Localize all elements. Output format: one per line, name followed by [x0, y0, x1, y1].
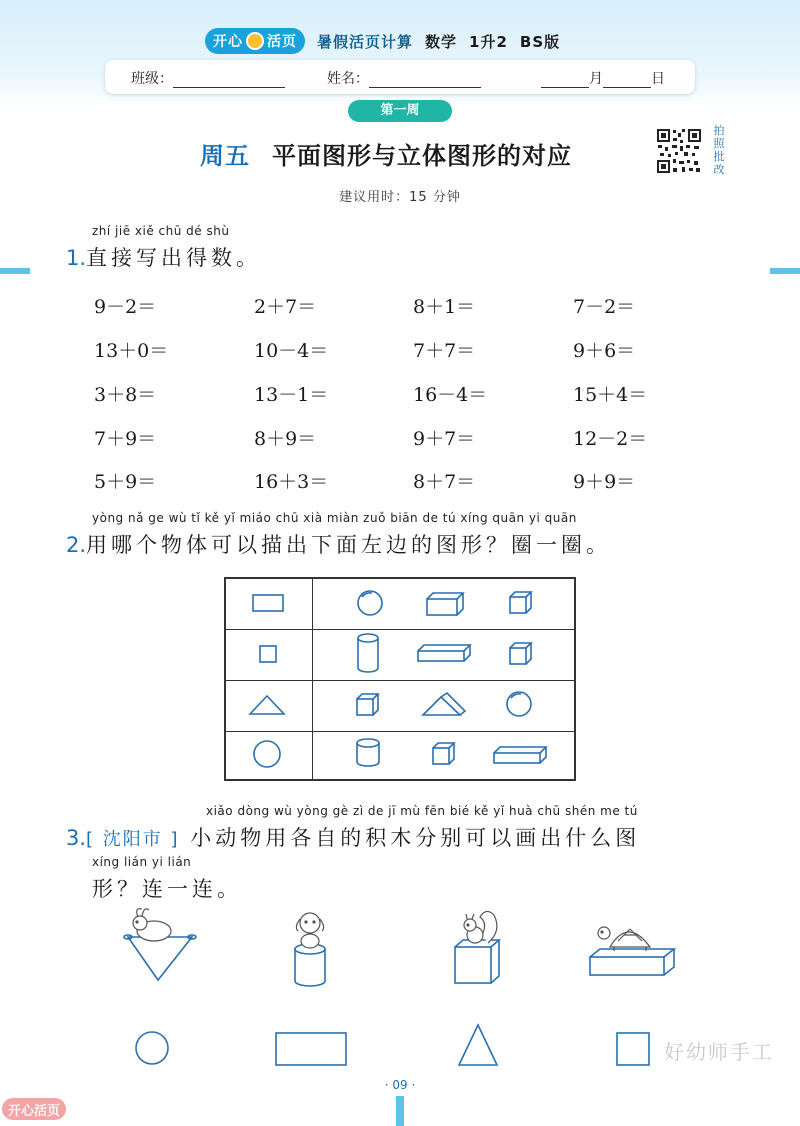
cuboid-block [590, 949, 674, 975]
page-number: · 09 · [384, 1078, 416, 1092]
square-target[interactable] [617, 1033, 649, 1065]
class-label: 班级： [131, 71, 173, 87]
q3-heading-line2: 形？连一连。 [92, 877, 242, 901]
day-blank[interactable] [603, 74, 651, 88]
q2-text: 用哪个物体可以描出下面左边的图形？圈一圈。 [86, 533, 612, 557]
equation[interactable]: 9＋6＝ [573, 340, 636, 362]
series-title: 暑假活页计算 [317, 32, 414, 51]
cube-option[interactable] [433, 743, 454, 764]
q1-pinyin: zhí jiē xiě chū dé shù [92, 224, 230, 238]
cylinder-option[interactable] [357, 739, 379, 766]
month-blank[interactable] [541, 74, 589, 88]
equation[interactable]: 8＋9＝ [254, 428, 317, 450]
brand-logo [205, 28, 305, 54]
q2-heading [66, 529, 611, 559]
long-cuboid-option[interactable] [418, 645, 470, 661]
subject-label: 数学 [425, 32, 458, 51]
q2-shapes [224, 577, 576, 781]
q2-pinyin: yòng nǎ ge wù tǐ kě yǐ miáo chū xià miàn zuǒ biān de tú xíng quān yi quān [92, 511, 577, 525]
dog-icon [296, 913, 323, 948]
q3-shape-row [120, 1015, 660, 1071]
equation[interactable]: 9＋9＝ [573, 471, 636, 493]
week-badge: 第一周 [348, 100, 452, 122]
cuboid-option[interactable] [427, 593, 463, 615]
long-cuboid-option[interactable] [494, 747, 546, 763]
name-field [327, 68, 481, 88]
equation[interactable]: 3＋8＝ [94, 384, 157, 406]
triangular-prism-option[interactable] [423, 693, 465, 715]
page-title [200, 136, 572, 171]
square-shape [260, 646, 276, 662]
logo-left-text: 开心 [213, 34, 243, 50]
turtle-on-cuboid-option[interactable] [590, 927, 674, 975]
equation[interactable]: 9＋7＝ [413, 428, 476, 450]
qr-label [708, 124, 730, 176]
q1-text: 直接写出得数。 [86, 246, 262, 270]
class-blank[interactable] [173, 74, 285, 88]
title-day: 周五 [200, 142, 250, 170]
cone-block [128, 937, 192, 980]
rectangle-target[interactable] [276, 1033, 346, 1065]
name-blank[interactable] [369, 74, 481, 88]
equation[interactable]: 2＋7＝ [254, 296, 317, 318]
equation[interactable]: 7＋9＝ [94, 428, 157, 450]
equation[interactable]: 8＋1＝ [413, 296, 476, 318]
triangle-shape [250, 696, 284, 714]
q3-pinyin-line2: xíng lián yi lián [92, 855, 192, 869]
turtle-icon [598, 927, 650, 951]
cube-block [455, 940, 499, 983]
q2-number: 2. [66, 533, 87, 557]
q1-heading [66, 242, 261, 272]
cube-option[interactable] [510, 592, 531, 613]
equation[interactable]: 7－2＝ [573, 296, 636, 318]
circle-shape [254, 741, 280, 767]
grade-label: 1升2 [469, 32, 508, 51]
qr-label-char: 拍 [713, 124, 725, 137]
rectangle-shape [253, 595, 283, 611]
equation[interactable]: 15＋4＝ [573, 384, 648, 406]
footer-logo: 开心活页 [2, 1098, 66, 1120]
equation[interactable]: 7＋7＝ [413, 340, 476, 362]
equation[interactable]: 12－2＝ [573, 428, 648, 450]
watermark-text: 好幼师手工 [664, 1040, 774, 1064]
right-side-tab [770, 268, 800, 274]
cylinder-option[interactable] [358, 634, 378, 672]
q3-animal-row [110, 905, 710, 990]
cube-option[interactable] [510, 643, 531, 664]
equation[interactable]: 8＋7＝ [413, 471, 476, 493]
q3-pinyin-line1: xiǎo dòng wù yòng gè zì de jī mù fēn bié kě yǐ huà chū shén me tú [206, 804, 638, 818]
equation[interactable]: 10－4＝ [254, 340, 329, 362]
suggested-time: 建议用时：15 分钟 [339, 190, 461, 205]
q3-city: [ 沈阳市 ] [86, 829, 180, 850]
q3-text-line1: 小动物用各自的积木分别可以画出什么图 [190, 826, 641, 850]
equation[interactable]: 16－4＝ [413, 384, 488, 406]
date-field [541, 68, 665, 88]
brand-bar [205, 28, 560, 54]
equation[interactable]: 9－2＝ [94, 296, 157, 318]
equation[interactable]: 13－1＝ [254, 384, 329, 406]
title-topic: 平面图形与立体图形的对应 [272, 142, 572, 170]
dog-on-cylinder-option[interactable] [295, 913, 325, 986]
equation[interactable]: 5＋9＝ [94, 471, 157, 493]
q1-number: 1. [66, 246, 87, 270]
logo-right-text: 活页 [267, 34, 297, 50]
rabbit-icon [133, 909, 171, 941]
class-field [131, 68, 285, 88]
q3-heading-line1 [66, 822, 640, 852]
sphere-option[interactable] [507, 692, 531, 716]
cube-option[interactable] [357, 694, 378, 715]
qr-label-char: 改 [713, 163, 725, 176]
equation[interactable]: 13＋0＝ [94, 340, 169, 362]
month-label: 月 [589, 71, 603, 87]
squirrel-on-cube-option[interactable] [455, 911, 499, 983]
qr-label-char: 照 [713, 137, 725, 150]
squirrel-icon [464, 911, 497, 943]
triangle-target[interactable] [459, 1025, 497, 1065]
sphere-option[interactable] [358, 591, 382, 615]
student-info-box [105, 60, 695, 94]
qr-code-icon[interactable] [656, 128, 702, 174]
left-side-tab [0, 268, 30, 274]
q3-number: 3. [66, 826, 87, 850]
logo-ring-icon [246, 32, 264, 50]
edition-label: BS版 [519, 32, 561, 51]
equation[interactable]: 16＋3＝ [254, 471, 329, 493]
name-label: 姓名： [327, 71, 369, 87]
circle-target[interactable] [136, 1032, 168, 1064]
page-bar [396, 1096, 404, 1126]
rabbit-on-cone-option[interactable] [124, 909, 196, 980]
day-label: 日 [651, 71, 665, 87]
qr-label-char: 批 [713, 150, 725, 163]
